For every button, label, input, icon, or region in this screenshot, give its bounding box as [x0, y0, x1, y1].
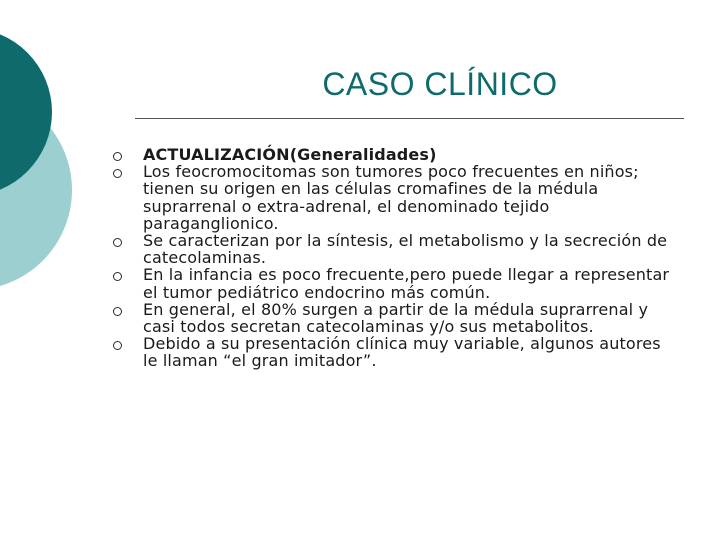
- circle-outline-icon: [113, 152, 122, 161]
- title-divider: [135, 118, 684, 119]
- bullet-item: [113, 301, 673, 335]
- circle-outline-icon: [113, 272, 122, 281]
- bullet-list: [113, 146, 673, 370]
- bullet-item: [113, 146, 673, 163]
- circle-outline-icon: [113, 341, 122, 350]
- bullet-text: Se caracterizan por la síntesis, el metabolismo y la secreción de catecolaminas.: [143, 231, 668, 268]
- bullet-text: ACTUALIZACIÓN(Generalidades): [143, 145, 437, 164]
- circle-outline-icon: [113, 307, 122, 316]
- bullet-text: En la infancia es poco frecuente,pero puede llegar a representar el tumor pediátrico endocrino más común.: [143, 265, 670, 302]
- bullet-text: En general, el 80% surgen a partir de la médula suprarrenal y casi todos secretan catecolaminas y/o sus metabolitos.: [143, 299, 649, 337]
- bullet-text: Los feocromocitomas son tumores poco frecuentes en niños; tienen su origen en las células cromafines de la médula suprarrenal o extra-adrenal, el denominado tejido paraganglionico.: [143, 162, 639, 233]
- bullet-item: [113, 266, 673, 300]
- circle-outline-icon: [113, 169, 122, 178]
- bullet-item: [113, 163, 673, 232]
- bullet-text: Debido a su presentación clínica muy variable, algunos autores le llaman “el gran imitador”.: [143, 334, 661, 371]
- circle-outline-icon: [113, 238, 122, 247]
- bullet-item: [113, 335, 673, 369]
- bullet-item: [113, 232, 673, 266]
- slide-title: CASO CLÍNICO: [322, 66, 558, 102]
